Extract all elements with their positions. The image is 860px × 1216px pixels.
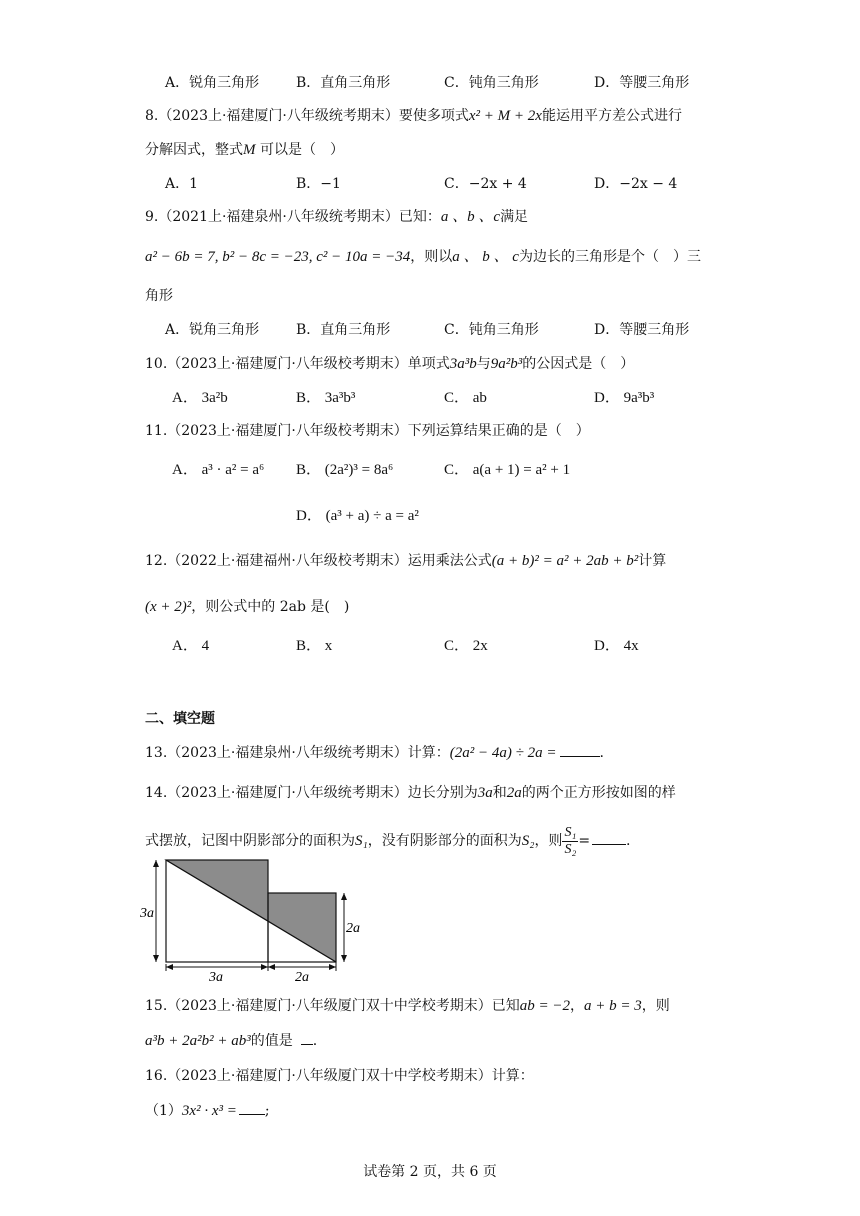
- q10-option-c: C． ab: [444, 390, 487, 406]
- section-title-fill-in: 二、填空题: [145, 711, 215, 727]
- q12-stem-line2: (x + 2)²，则公式中的 2ab 是( ): [145, 599, 350, 615]
- q14-stem-line2: 式摆放，记图中阴影部分的面积为S₁，没有阴影部分的面积为S₂，则 $\frac{\text{S₁}}{\text{S₂}}$ = .: [145, 824, 631, 857]
- q12-option-b: B． x: [296, 638, 333, 654]
- q11-option-a: A． a³ · a² = a⁶: [172, 462, 265, 478]
- q8-stem-line2: 分解因式，整式M 可以是（ ）: [145, 142, 344, 158]
- q14-stem-line1: 14.（2023上·福建厦门·八年级统考期末）边长分别为3a和2a的两个正方形按如图的样: [145, 785, 676, 801]
- q11-option-b: B． (2a²)³ = 8a⁶: [296, 462, 394, 478]
- q10-stem: 10.（2023上·福建厦门·八年级校考期末）单项式3a³b与9a²b³的公因式是（ ）: [145, 356, 635, 372]
- q10-option-a: A． 3a²b: [172, 390, 228, 406]
- arrow-head: [341, 955, 347, 962]
- q12-option-d: D． 4x: [594, 638, 639, 654]
- q13-stem: 13.（2023上·福建泉州·八年级统考期末）计算：(2a² − 4a) ÷ 2a = .: [145, 742, 604, 763]
- q8-option-a: A．1: [165, 176, 199, 192]
- q12-option-c: C． 2x: [444, 638, 488, 654]
- q9-option-c: C．钝角三角形: [444, 322, 539, 338]
- arrow-head: [268, 964, 275, 970]
- label-right: 2a: [346, 921, 360, 936]
- q16-sub1-blank[interactable]: [239, 1100, 265, 1115]
- q8-option-b: B．−1: [296, 176, 341, 192]
- page-footer: 试卷第 2 页，共 6 页: [363, 1164, 497, 1180]
- q8-option-c: C．−2x + 4: [444, 176, 527, 192]
- q16-sub1: （1）3x² · x³ = ;: [145, 1100, 270, 1121]
- q9-option-a: A．锐角三角形: [165, 322, 260, 338]
- q7-option-a: A．锐角三角形: [165, 75, 260, 91]
- q7-option-d: D．等腰三角形: [594, 75, 690, 91]
- q10-option-b: B． 3a³b³: [296, 390, 356, 406]
- q15-stem-line2: a³b + 2a²b² + ab³的值是 .: [145, 1030, 317, 1051]
- q13-answer-blank[interactable]: [560, 742, 600, 757]
- arrow-head: [153, 955, 159, 962]
- q9-stem-line1: 9.（2021上·福建泉州·八年级统考期末）已知：a 、b 、c满足: [145, 209, 529, 225]
- q11-option-c: C． a(a + 1) = a² + 1: [444, 462, 571, 478]
- q8-stem-line1: 8.（2023上·福建厦门·八年级统考期末）要使多项式x² + M + 2x能运用平方差公式进行: [145, 108, 682, 124]
- q8-math: x² + M + 2x: [468, 108, 542, 124]
- label-bottom-left: 3a: [209, 970, 223, 983]
- q10-option-d: D． 9a³b³: [594, 390, 655, 406]
- q8-option-d: D．−2x − 4: [594, 176, 678, 192]
- q12-stem-line1: 12.（2022上·福建福州·八年级校考期末）运用乘法公式(a + b)² = a² + 2ab + b²计算: [145, 553, 667, 569]
- arrow-head: [261, 964, 268, 970]
- q9-option-d: D．等腰三角形: [594, 322, 690, 338]
- q12-formula: (a + b)² = a² + 2ab + b²: [491, 553, 639, 569]
- q7-option-b: B．直角三角形: [296, 75, 391, 91]
- q9-stem-line3: 角形: [145, 288, 173, 304]
- q15-stem-line1: 15.（2023上·福建厦门·八年级厦门双十中学校考期末）已知ab = −2，a + b = 3，则: [145, 998, 670, 1014]
- q16-stem: 16.（2023上·福建厦门·八年级厦门双十中学校考期末）计算：: [145, 1068, 534, 1084]
- q15-answer-blank[interactable]: [301, 1030, 313, 1045]
- q14-fraction: $\frac{\text{S₁}}{\text{S₂}}$: [564, 824, 577, 857]
- q9-math: a² − 6b = 7, b² − 8c = −23, c² − 10a = −34: [145, 249, 411, 265]
- q12-option-a: A． 4: [172, 638, 210, 654]
- arrow-head: [153, 860, 159, 867]
- q9-option-b: B．直角三角形: [296, 322, 391, 338]
- q9-stem-line2: a² − 6b = 7, b² − 8c = −23, c² − 10a = −34，则以a 、 b 、 c为边长的三角形是个（ ）三: [145, 249, 701, 265]
- q11-stem: 11.（2023上·福建厦门·八年级校考期末）下列运算结果正确的是（ ）: [145, 423, 590, 439]
- q14-answer-blank[interactable]: [592, 830, 626, 845]
- arrow-head: [329, 964, 336, 970]
- label-bottom-right: 2a: [295, 970, 309, 983]
- q11-option-d: D． (a³ + a) ÷ a = a²: [296, 508, 419, 524]
- label-left: 3a: [140, 906, 154, 921]
- arrow-head: [341, 893, 347, 900]
- q14-squares-figure: [138, 853, 368, 983]
- q7-option-c: C．钝角三角形: [444, 75, 539, 91]
- arrow-head: [166, 964, 173, 970]
